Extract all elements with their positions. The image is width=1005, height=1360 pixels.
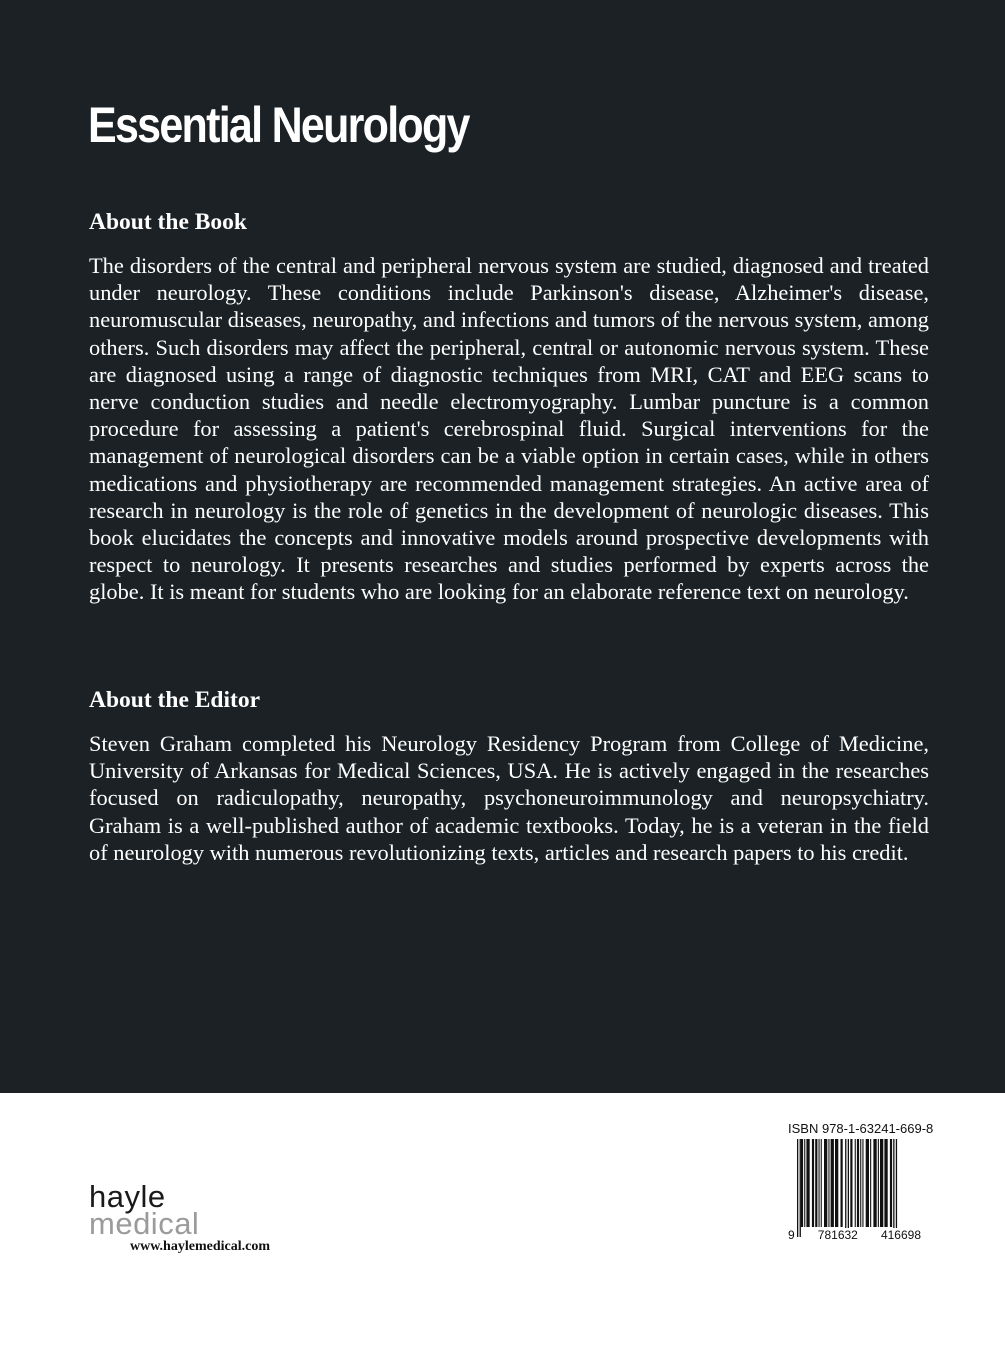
barcode-bar <box>831 1139 834 1227</box>
barcode-guard-bar <box>800 1139 801 1237</box>
barcode-bar <box>873 1139 876 1227</box>
barcode-bar <box>866 1139 869 1227</box>
barcode-digits-left: 781632 <box>817 1228 858 1242</box>
barcode-guard-bar <box>797 1139 798 1237</box>
logo-word-hayle: hayle <box>89 1179 166 1214</box>
barcode-bar <box>890 1139 892 1227</box>
barcode-bar <box>812 1139 814 1227</box>
barcode-bar <box>801 1139 803 1227</box>
barcode-guard-bar <box>845 1139 846 1237</box>
barcode-bar <box>806 1139 809 1227</box>
book-title: Essential Neurology <box>88 97 469 153</box>
barcode-bar <box>835 1139 838 1227</box>
barcode-bar <box>804 1139 805 1227</box>
barcode-guard-bar <box>848 1139 849 1237</box>
logo-word-medical: medical <box>89 1206 200 1241</box>
barcode-bar <box>880 1139 883 1227</box>
about-editor-heading: About the Editor <box>89 687 261 713</box>
barcode-bar <box>850 1139 852 1227</box>
barcode-bar <box>841 1139 843 1227</box>
barcode-guard-bar <box>896 1139 897 1237</box>
barcode-bar <box>828 1139 829 1227</box>
barcode-bar <box>824 1139 827 1227</box>
barcode-bar <box>855 1139 856 1227</box>
barcode-bar <box>862 1139 863 1227</box>
isbn-label: ISBN 978-1-63241-669-8 <box>788 1121 934 1136</box>
barcode-bar <box>878 1139 879 1227</box>
barcode-digits-right: 416698 <box>880 1228 921 1242</box>
barcode-bar <box>884 1139 887 1227</box>
barcode-bar <box>857 1139 859 1227</box>
barcode-bar <box>860 1139 861 1227</box>
barcode-bar <box>819 1139 820 1227</box>
barcode-bars <box>787 1139 922 1237</box>
publisher-logo <box>89 1181 199 1239</box>
barcode-digits <box>787 1228 922 1242</box>
barcode-bar <box>821 1139 822 1227</box>
about-book-text: The disorders of the central and peripheral nervous system are studied, diagnosed and treated under neurology. These conditions include Parkinson's disease, Alzheimer's disease, neuromuscular diseases, neuropathy, and infections and tumors of the nervous system, among others. Such disorders may affect the peripheral, central or autonomic nervous system. These are diagnosed using a range of diagnostic techniques from MRI, CAT and EEG scans to nerve conduction studies and needle electromyography. Lumbar puncture is a common procedure for assessing a patient's cerebrospinal fluid. Surgical interventions for the management of neurological disorders can be a viable option in certain cases, while in others medications and physiotherapy are recommended management strategies. An active area of research in neurology is the role of genetics in the development of neurologic diseases. This book elucidates the concepts and innovative models around prospective developments with respect to neurology. It presents researches and studies performed by experts across the globe. It is meant for students who are looking for an elaborate reference text on neurology. <box>89 253 929 605</box>
publisher-website: www.haylemedical.com <box>130 1239 270 1254</box>
about-book-heading: About the Book <box>89 209 248 235</box>
barcode-bar <box>815 1139 817 1227</box>
barcode-digit-first: 9 <box>788 1228 795 1242</box>
barcode-bar <box>870 1139 871 1227</box>
barcode-guard-bar <box>893 1139 894 1237</box>
about-editor-text: Steven Graham completed his Neurology Residency Program from College of Medicine, University of Arkansas for Medical Sciences, USA. He is actively engaged in the researches focused on radiculopathy, neuropathy, psychoneuroimmunology and neuropsychiatry. Graham is a well-published author of academic textbooks. Today, he is a veteran in the field of neurology with numerous revolutionizing texts, articles and research papers to his credit. <box>89 731 929 865</box>
